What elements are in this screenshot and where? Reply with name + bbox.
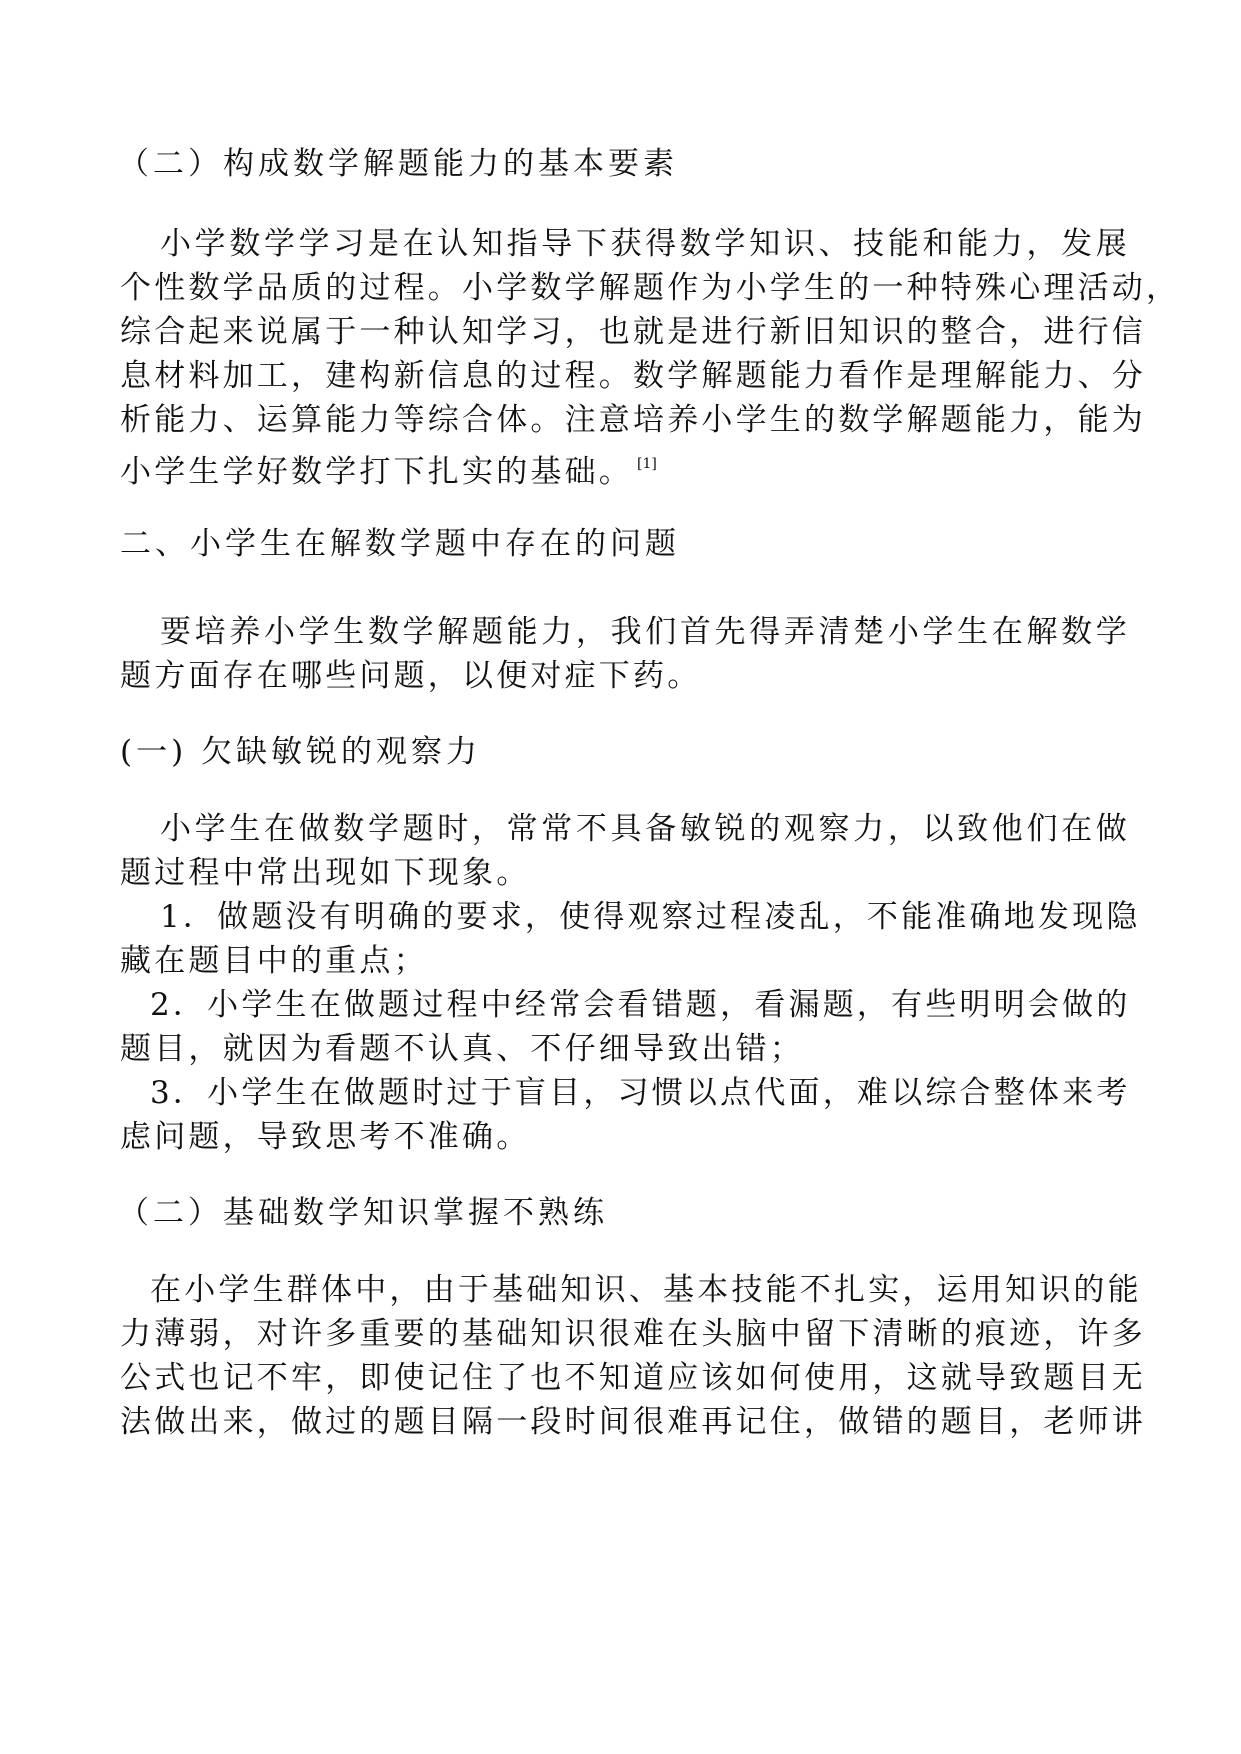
list-item-line: 题目，就因为看题不认真、不仔细导致出错； — [120, 1031, 804, 1067]
paragraph-line: 要培养小学生数学解题能力，我们首先得弄清楚小学生在解数学 — [160, 614, 1130, 650]
paragraph-line: 题方面存在哪些问题，以便对症下药。 — [120, 658, 702, 694]
paragraph-line: 综合起来说属于一种认知学习，也就是进行新旧知识的整合，进行信 — [120, 314, 1146, 350]
citation-marker: [1] — [637, 456, 657, 472]
paragraph-line: 法做出来，做过的题目隔一段时间很难再记住，做错的题目，老师讲 — [120, 1404, 1146, 1440]
list-item-line: 2．小学生在做题过程中经常会看错题，看漏题，有些明明会做的 — [150, 987, 1131, 1023]
list-item-line: 3．小学生在做题时过于盲目，习惯以点代面，难以综合整体来考 — [150, 1075, 1131, 1111]
paragraph-line: 析能力、运算能力等综合体。注意培养小学生的数学解题能力，能为 — [120, 402, 1146, 438]
section-heading: （二）构成数学解题能力的基本要素 — [118, 146, 678, 182]
list-item-line: 藏在题目中的重点； — [120, 943, 428, 979]
section-heading: （二）基础数学知识掌握不熟练 — [118, 1195, 608, 1231]
paragraph-line: 息材料加工，建构新信息的过程。数学解题能力看作是理解能力、分 — [120, 358, 1146, 394]
paragraph-line: 公式也记不牢，即使记住了也不知道应该如何使用，这就导致题目无 — [120, 1360, 1146, 1396]
section-heading: (一) 欠缺敏锐的观察力 — [120, 734, 482, 770]
paragraph-line — [120, 442, 1130, 490]
section-heading: 二、小学生在解数学题中存在的问题 — [120, 526, 680, 562]
paragraph-line-text: 小学生学好数学打下扎实的基础。 — [120, 454, 633, 490]
paragraph-line: 个性数学品质的过程。小学数学解题作为小学生的一种特殊心理活动， — [120, 270, 1181, 306]
list-item-line: 1．做题没有明确的要求，使得观察过程凌乱，不能准确地发现隐 — [160, 899, 1141, 935]
paragraph-line: 在小学生群体中，由于基础知识、基本技能不扎实，运用知识的能 — [150, 1272, 1142, 1308]
list-item-line: 虑问题，导致思考不准确。 — [120, 1119, 531, 1155]
paragraph-line: 小学生在做数学题时，常常不具备敏锐的观察力，以致他们在做 — [160, 811, 1130, 847]
paragraph-line: 力薄弱，对许多重要的基础知识很难在头脑中留下清晰的痕迹，许多 — [120, 1316, 1146, 1352]
paragraph-line: 小学数学学习是在认知指导下获得数学知识、技能和能力，发展 — [160, 226, 1130, 262]
paragraph-line: 题过程中常出现如下现象。 — [120, 855, 531, 891]
